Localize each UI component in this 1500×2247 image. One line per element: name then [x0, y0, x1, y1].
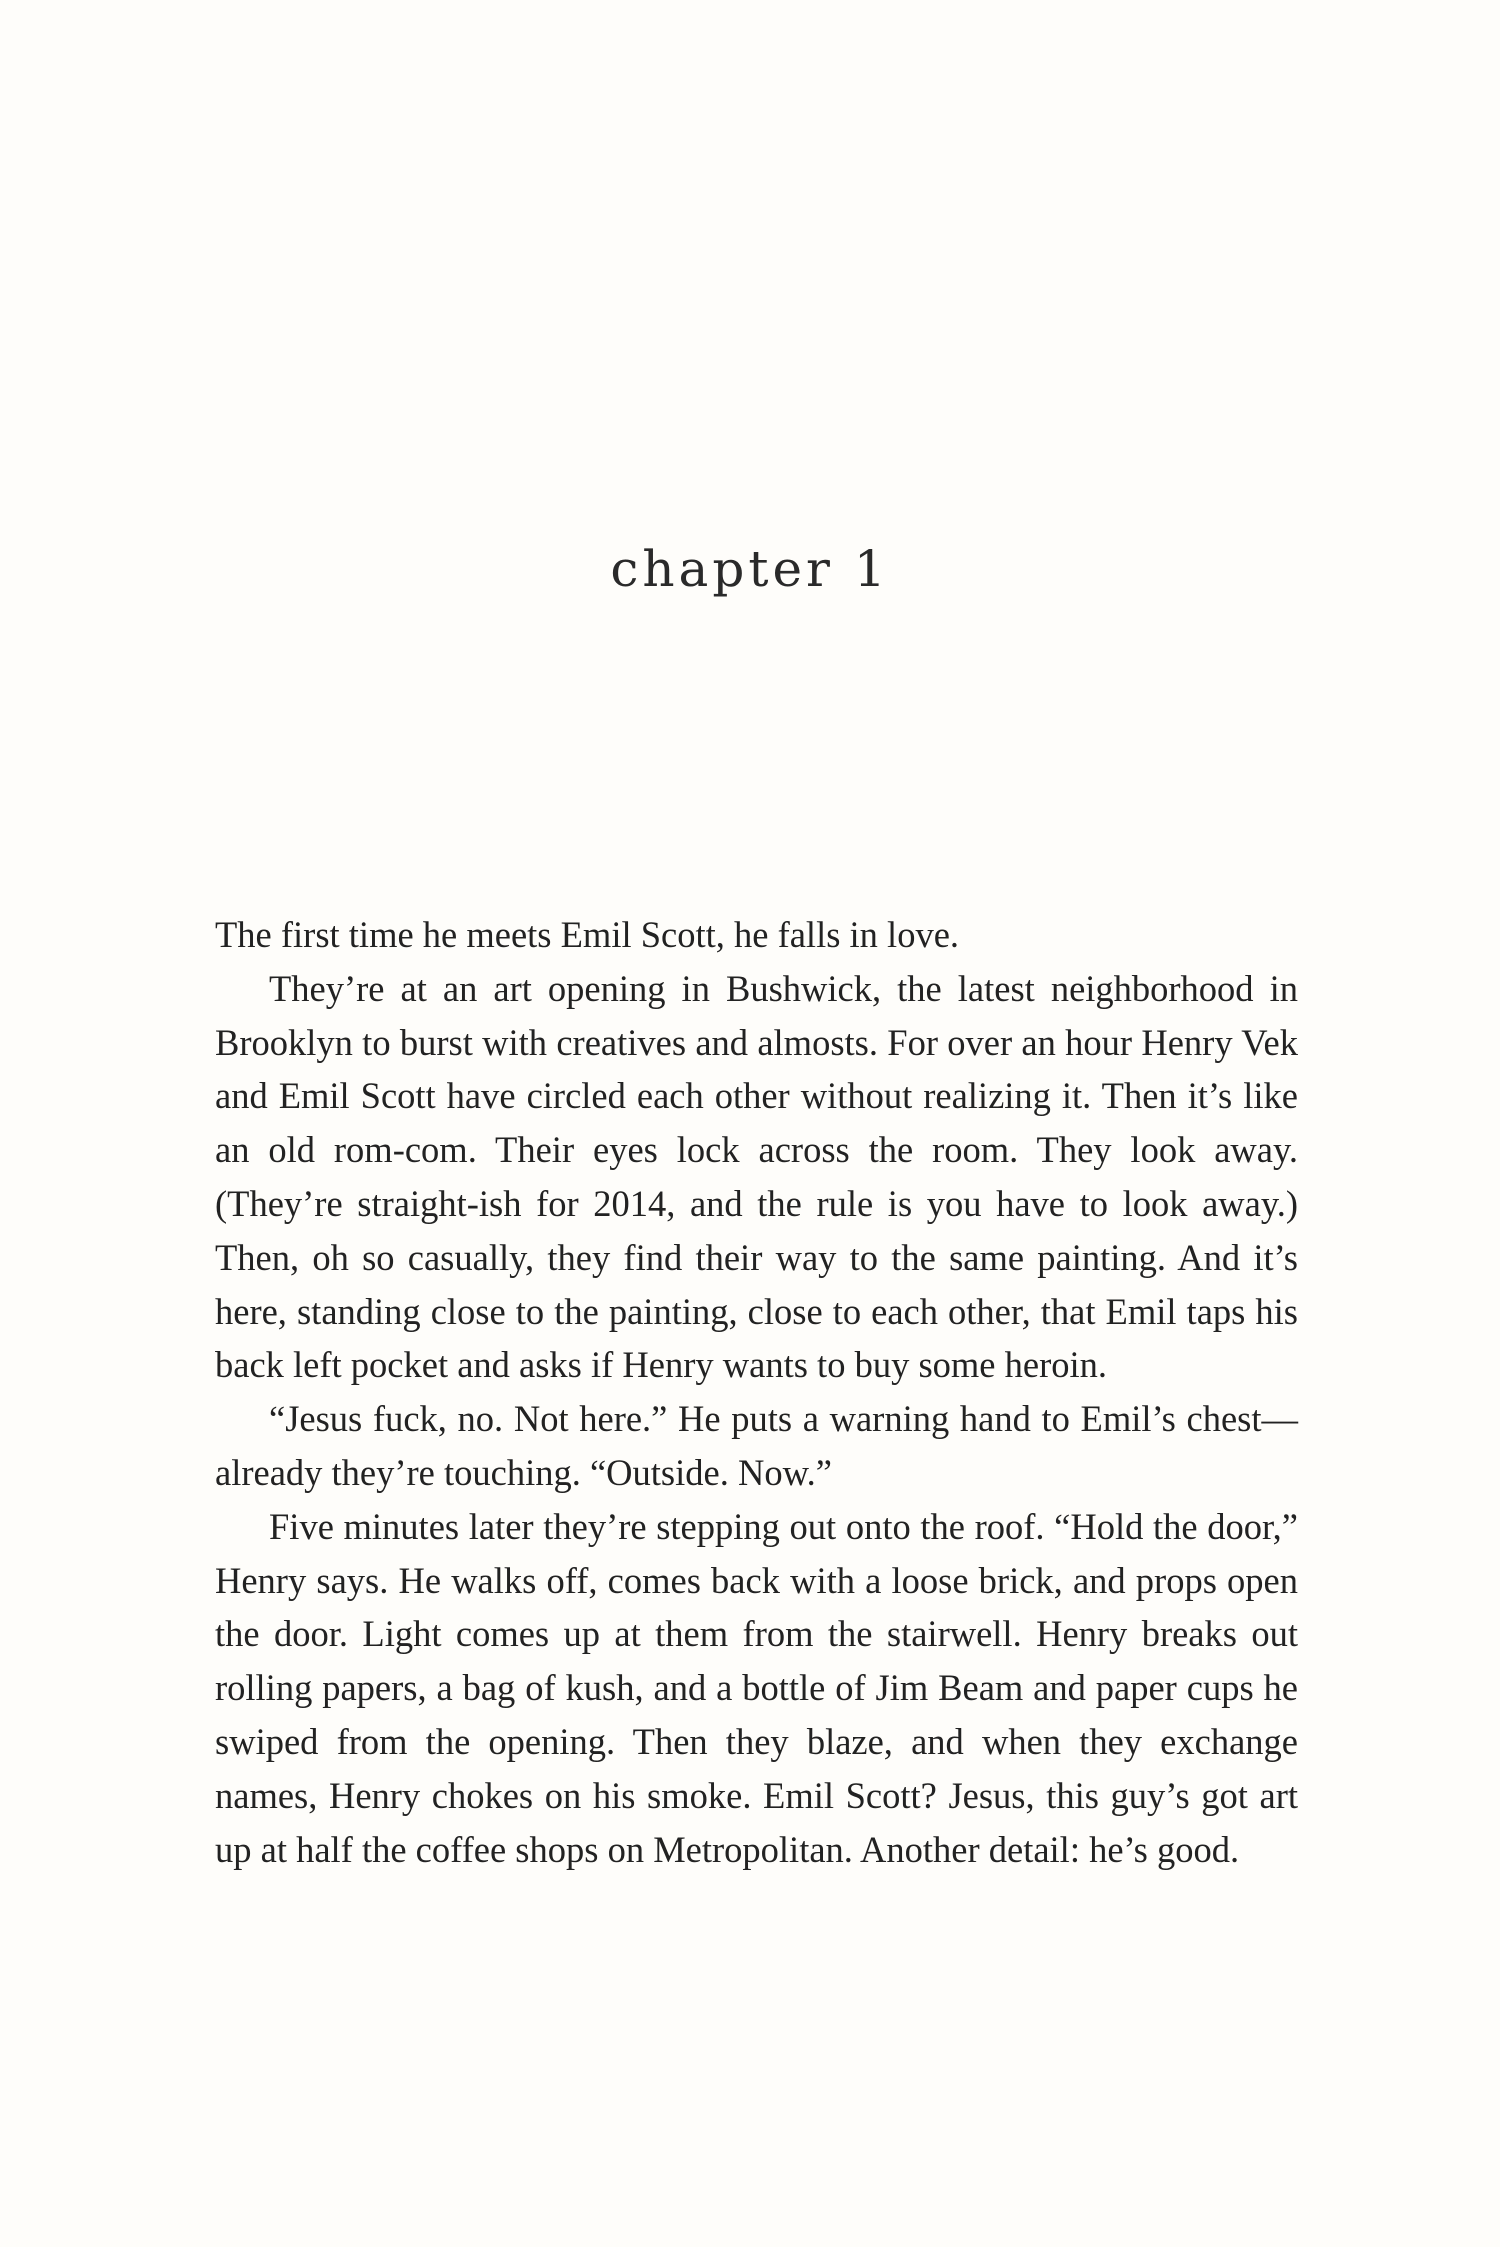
chapter-title: chapter 1 — [610, 540, 890, 598]
chapter-body — [215, 908, 1298, 1876]
paragraph-3: “Jesus fuck, no. Not here.” He puts a warning hand to Emil’s chest—already they’re touching. “Outside. Now.” — [215, 1398, 1298, 1493]
paragraph-2: They’re at an art opening in Bushwick, the latest neighborhood in Brooklyn to burst with creatives and almosts. For over an hour Henry Vek and Emil Scott have circled each other without realizing it. Then it’s like an old rom-com. Their eyes lock across the room. They look away. (They’re straight-ish for 2014, and the rule is you have to look away.) Then, oh so casually, they find their way to the same painting. And it’s here, standing close to the painting, close to each other, that Emil taps his back left pocket and asks if Henry wants to buy some heroin. — [215, 967, 1298, 1386]
paragraph-4: Five minutes later they’re stepping out onto the roof. “Hold the door,” Henry says. He walks off, comes back with a loose brick, and props open the door. Light comes up at them from the stairwell. Henry breaks out rolling papers, a bag of kush, and a bottle of Jim Beam and paper cups he swiped from the opening. Then they blaze, and when they exchange names, Henry chokes on his smoke. Emil Scott? Jesus, this guy’s got art up at half the coffee shops on Metropolitan. Another detail: he’s good. — [215, 1505, 1298, 1870]
paragraph-1: The first time he meets Emil Scott, he falls in love. — [215, 914, 960, 955]
